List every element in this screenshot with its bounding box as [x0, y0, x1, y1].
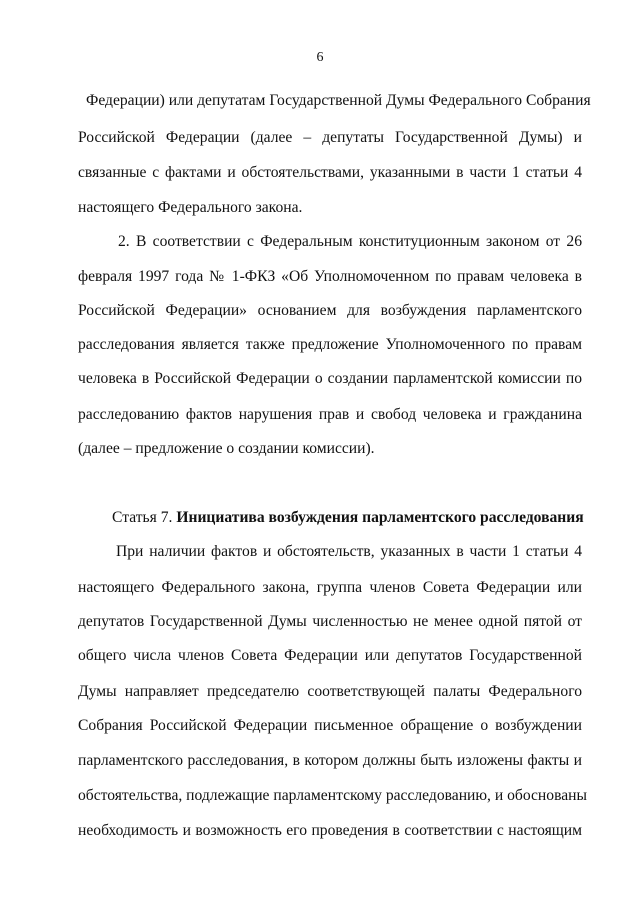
text-line: Российской Федерации» основанием для возбуждения парламентского — [78, 302, 582, 319]
text-line: настоящего Федерального закона, группа членов Совета Федерации или — [78, 579, 582, 596]
text-line: 2. В соответствии с Федеральным конституционным законом от 26 — [118, 233, 582, 250]
text-line: При наличии фактов и обстоятельств, указанных в части 1 статьи 4 — [116, 543, 582, 560]
article-title: Инициатива возбуждения парламентского расследования — [176, 509, 584, 526]
text-line: парламентского расследования, в котором должны быть изложены факты и — [78, 752, 582, 769]
text-line: настоящего Федерального закона. — [78, 199, 303, 216]
text-line: Федерации) или депутатам Государственной Думы Федерального Собрания — [86, 92, 591, 109]
article-heading — [112, 508, 584, 528]
text-line: Собрания Российской Федерации письменное обращение о возбуждении — [78, 717, 582, 734]
page-number: 6 — [316, 50, 324, 65]
text-line: человека в Российской Федерации о создании парламентской комиссии по — [78, 370, 582, 387]
text-line: обстоятельства, подлежащие парламентскому расследованию, и обоснованы — [78, 787, 587, 804]
article-label: Статья 7. — [112, 509, 173, 526]
text-line: необходимость и возможность его проведения в соответствии с настоящим — [78, 822, 582, 839]
text-line: расследованию фактов нарушения прав и свобод человека и гражданина — [78, 406, 582, 423]
text-line: депутатов Государственной Думы численностью не менее одной пятой от — [78, 613, 582, 630]
text-line: Российской Федерации (далее – депутаты Государственной Думы) и — [78, 129, 582, 146]
text-line: расследования является также предложение Уполномоченного по правам — [78, 336, 582, 353]
text-line: (далее – предложение о создании комиссии). — [78, 440, 375, 457]
text-line: Думы направляет председателю соответствующей палаты Федерального — [78, 683, 582, 700]
text-line: общего числа членов Совета Федерации или депутатов Государственной — [78, 647, 582, 664]
text-line: февраля 1997 года № 1-ФКЗ «Об Уполномоченном по правам человека в — [78, 268, 582, 285]
text-line: связанные с фактами и обстоятельствами, указанными в части 1 статьи 4 — [78, 164, 582, 181]
